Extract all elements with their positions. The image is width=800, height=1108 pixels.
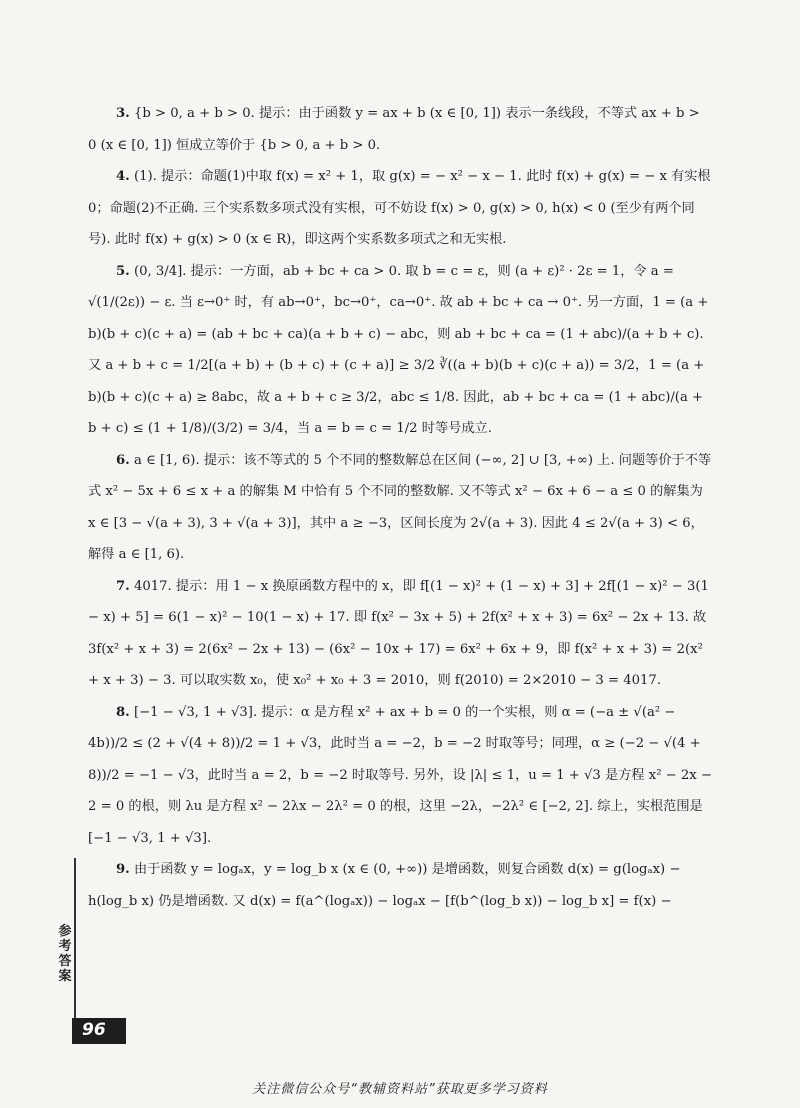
- answer-item-8: [88, 697, 712, 855]
- answer-item-5: [88, 256, 712, 445]
- item-number: 8.: [116, 704, 130, 720]
- item-number: 9.: [116, 862, 130, 877]
- item-number: 6.: [116, 452, 130, 468]
- item-text: [−1 − √3, 1 + √3]. 提示：α 是方程 x² + ax + b = 0 的一个实根，则 α = (−a ± √(a² − 4b))/2 ≤ (2 + √(4 + 8))/2 = 1 + √3，此时当 a = −2，b = −2 时取等号；同理，α ≥ (−2 − √(4 + 8))/2 = −1 − √3，此时当 a = 2，b = −2 时取等号. 另外，设 |λ| ≤ 1，u = 1 + √3 是方程 x² − 2x − 2 = 0 的根，则 λu 是方程 x² − 2λx − 2λ² = 0 的根，这里 −2λ，−2λ² ∈ [−2, 2]. 综上，实根范围是 [−1 − √3, 1 + √3].: [88, 704, 712, 846]
- answer-item-6: [88, 445, 712, 571]
- item-text: a ∈ [1, 6). 提示：该不等式的 5 个不同的整数解总在区间 (−∞, 2] ∪ [3, +∞) 上. 问题等价于不等式 x² − 5x + 6 ≤ x + a 的解集 M 中恰有 5 个不同的整数解. 又不等式 x² − 6x + 6 − a ≤ 0 的解集为 x ∈ [3 − √(a + 3), 3 + √(a + 3)]，其中 a ≥ −3，区间长度为 2√(a + 3). 因此 4 ≤ 2√(a + 3) < 6，解得 a ∈ [1, 6).: [88, 452, 712, 562]
- item-text: 由于函数 y = logₐx，y = log_b x (x ∈ (0, +∞)) 是增函数，则复合函数 d(x) = g(logₐx) − h(log_b x) 仍是增函数. 又 d(x) = f(a^(logₐx)) − logₐx − [f(b^(log_b x)) − log_b x] = f(x) −: [88, 862, 681, 909]
- footer-note: 关注微信公众号“教辅资料站”获取更多学习资料: [252, 1082, 548, 1097]
- sidebar-section-label: 参考答案: [58, 924, 72, 984]
- page-number: 96: [82, 1020, 106, 1040]
- item-text: 4017. 提示：用 1 − x 换原函数方程中的 x，即 f[(1 − x)² + (1 − x) + 3] + 2f[(1 − x)² − 3(1 − x) + 5] = 6(1 − x)² − 10(1 − x) + 17. 即 f(x² − 3x + 5) + 2f(x² + x + 3) = 6x² − 2x + 13. 故 3f(x² + x + 3) = 2(6x² − 2x + 13) − (6x² − 10x + 17) = 6x² + 6x + 9，即 f(x² + x + 3) = 2(x² + x + 3) − 3. 可以取实数 x₀，使 x₀² + x₀ + 3 = 2010，则 f(2010) = 2×2010 − 3 = 4017.: [88, 578, 709, 688]
- item-number: 5.: [116, 263, 130, 279]
- item-text: (0, 3/4]. 提示：一方面，ab + bc + ca > 0. 取 b = c = ε，则 (a + ε)² · 2ε = 1，令 a = √(1/(2ε)) − ε. 当 ε→0⁺ 时，有 ab→0⁺，bc→0⁺，ca→0⁺. 故 ab + bc + ca → 0⁺. 另一方面，1 = (a + b)(b + c)(c + a) = (ab + bc + ca)(a + b + c) − abc，则 ab + bc + ca = (1 + abc)/(a + b + c). 又 a + b + c = 1/2[(a + b) + (b + c) + (c + a)] ≥ 3/2 ∛((a + b)(b + c)(c + a)) = 3/2，1 = (a + b)(b + c)(c + a) ≥ 8abc，故 a + b + c ≥ 3/2，abc ≤ 1/8. 因此，ab + bc + ca = (1 + abc)/(a + b + c) ≤ (1 + 1/8)/(3/2) = 3/4，当 a = b = c = 1/2 时等号成立.: [88, 263, 709, 436]
- item-text: {b > 0, a + b > 0. 提示：由于函数 y = ax + b (x ∈ [0, 1]) 表示一条线段，不等式 ax + b > 0 (x ∈ [0, 1]) 恒成立等价于 {b > 0, a + b > 0.: [88, 106, 700, 153]
- answer-item-3: [88, 98, 712, 161]
- answer-content: [88, 98, 712, 917]
- item-number: 7.: [116, 578, 130, 594]
- answer-item-9: [88, 854, 712, 917]
- answer-item-4: [88, 161, 712, 256]
- item-number: 3.: [116, 106, 130, 121]
- item-number: 4.: [116, 169, 130, 184]
- item-text: (1). 提示：命题(1)中取 f(x) = x² + 1，取 g(x) = − x² − x − 1. 此时 f(x) + g(x) = − x 有实根 0；命题(2)不正确. 三个实系数多项式没有实根，可不妨设 f(x) > 0, g(x) > 0, h(x) < 0 (至少有两个同号). 此时 f(x) + g(x) > 0 (x ∈ R)，即这两个实系数多项式之和无实根.: [88, 169, 711, 247]
- answer-item-7: [88, 571, 712, 697]
